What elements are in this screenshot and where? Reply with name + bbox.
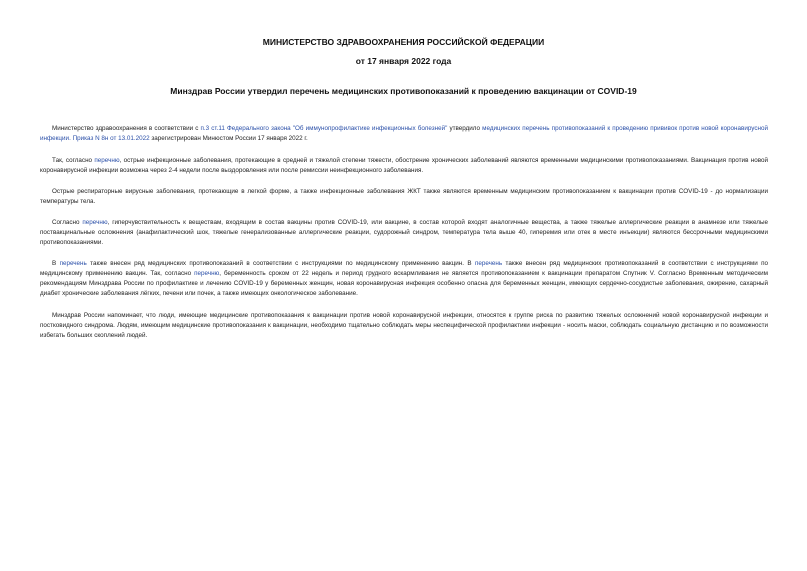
- ministry-heading: МИНИСТЕРСТВО ЗДРАВООХРАНЕНИЯ РОССИЙСКОЙ ФЕДЕРАЦИИ: [262, 37, 545, 47]
- paragraph-text: Министерство здравоохранения в соответствии с: [52, 125, 201, 132]
- paragraph-2: [40, 156, 768, 176]
- paragraph-text: Острые респираторные вирусные заболевания, протекающие в легкой форме, а также инфекционные заболевания ЖКТ также являются временным медицинским противопоказанием к вакцинации против COVID-19 - до нормализации температуры тела.: [40, 188, 768, 205]
- law-link[interactable]: п.3 ст.11 Федерального закона "Об иммунопрофилактике инфекционных болезней": [200, 125, 448, 132]
- paragraph-text: В: [52, 260, 60, 267]
- list-link[interactable]: перечню: [194, 270, 220, 277]
- paragraph-text: Минздрав России напоминает, что люди, имеющие медицинские противопоказания к вакцинации против новой коронавирусной инфекции, относятся к группе риска по развитию тяжелых осложнений новой коронавирусной инфекции и постковидного синдрома. Людям, имеющим медицинские противопоказания к вакцинации, необходимо тщательно соблюдать меры неспецифической профилактики инфекции - носить маски, соблюдать социальную дистанцию и по возможности избегать больших скоплений людей.: [40, 312, 768, 339]
- list-link[interactable]: перечню: [94, 157, 120, 164]
- paragraph-text: также внесен ряд медицинских противопоказаний в соответствии с инструкциями по медицинскому применению вакцин. В: [86, 260, 475, 267]
- paragraph-text: , острые инфекционные заболевания, протекающие в средней и тяжелой степени тяжести, обострение хронических заболеваний являются временными медицинскими противопоказаниями. Вакцинация против новой коронавирусной инфекции возможна через 2-4 недели после выздоровления или после ремиссии неинфекционного заболевания.: [40, 157, 768, 174]
- order-link[interactable]: медицинских перечень противопоказаний к проведению прививок против новой коронавирусной инфекции. Приказ N 8н от 13.01.2022: [40, 125, 768, 142]
- paragraph-text: Согласно: [52, 219, 83, 226]
- paragraph-3: [40, 187, 768, 207]
- paragraph-6: [40, 311, 768, 341]
- list-link[interactable]: перечню: [82, 219, 108, 226]
- paragraph-text: Так, согласно: [52, 157, 95, 164]
- paragraph-5: [40, 259, 768, 299]
- paragraph-text: , беременность сроком от 22 недель и период грудного вскармливания не является противопоказанием к вакцинации препаратом Спутник V. Согласно Временным методическим рекомендациям Минздрава России по профилактике и лечению COVID-19 у беременных женщин, новая коронавирусная инфекция особенно опасна для беременных женщин, имеющих сердечно-сосудистые заболевания, ожирение, сахарный диабет хронические заболевания лёгких, печени или почек, а также имеющих онкологическое заболевание.: [40, 270, 769, 297]
- paragraph-text: , гиперчувствительность к веществам, входящим в состав вакцины против COVID-19, или вакцине, в состав которой входят аналогичные вещества, а также тяжелые аллергические реакции в анамнезе или тяжелые поствакцинальные осложнения (анафилактический шок, тяжелые генерализованные аллергические реакции, судорожный синдром, температура тела выше 40, гиперемия или отек в месте инъекции) являются бессрочными медицинскими противопоказаниями.: [40, 219, 768, 246]
- list-link[interactable]: перечень: [474, 260, 503, 267]
- document-title: Минздрав России утвердил перечень медицинских противопоказаний к проведению вакцинации от COVID-19: [170, 86, 637, 96]
- paragraph-4: [40, 218, 768, 248]
- paragraph-text: зарегистрирован Минюстом России 17 января 2022 г.: [149, 135, 308, 142]
- document-date: от 17 января 2022 года: [355, 56, 452, 66]
- paragraph-text: утвердило: [447, 125, 483, 132]
- paragraph-1: [40, 124, 768, 144]
- list-link[interactable]: перечень: [59, 260, 87, 267]
- paragraph-text: также внесен ряд медицинских противопоказаний в соответствии с инструкциями по медицинскому применению вакцин. Так, согласно: [40, 260, 768, 277]
